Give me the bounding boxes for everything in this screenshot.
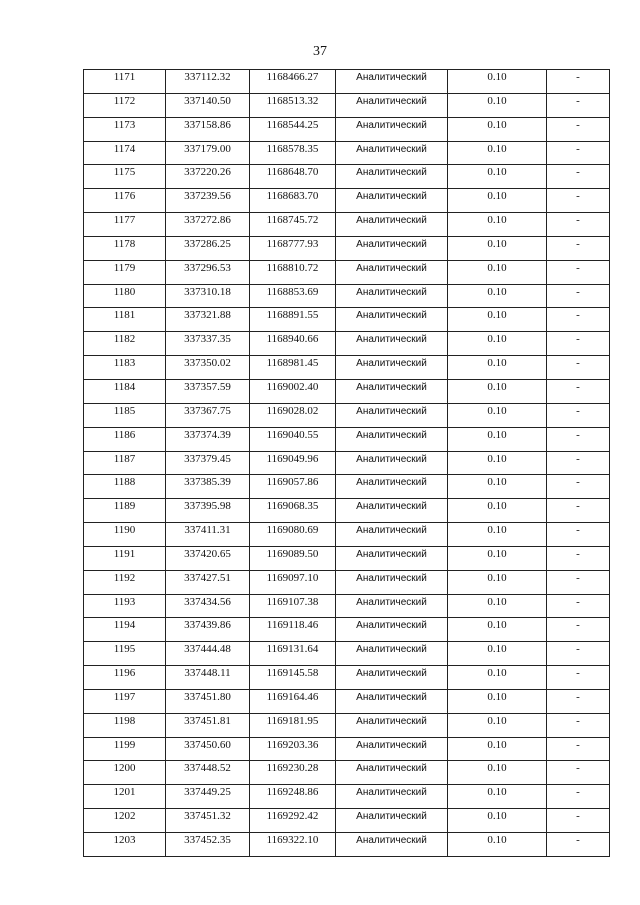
table-row <box>84 737 610 761</box>
accuracy-cell: 0.10 <box>448 713 547 737</box>
y-coordinate-cell: 1168745.72 <box>250 213 336 237</box>
method-cell: Аналитический <box>336 165 448 189</box>
point-number-cell: 1174 <box>84 141 166 165</box>
method-cell: Аналитический <box>336 570 448 594</box>
table-row <box>84 117 610 141</box>
note-cell: - <box>547 379 610 403</box>
point-number-cell: 1182 <box>84 332 166 356</box>
y-coordinate-cell: 1168981.45 <box>250 356 336 380</box>
method-cell: Аналитический <box>336 117 448 141</box>
method-cell: Аналитический <box>336 737 448 761</box>
accuracy-cell: 0.10 <box>448 546 547 570</box>
y-coordinate-cell: 1169107.38 <box>250 594 336 618</box>
table-row <box>84 260 610 284</box>
note-cell: - <box>547 785 610 809</box>
method-cell: Аналитический <box>336 379 448 403</box>
x-coordinate-cell: 337451.32 <box>166 809 250 833</box>
y-coordinate-cell: 1168648.70 <box>250 165 336 189</box>
point-number-cell: 1180 <box>84 284 166 308</box>
point-number-cell: 1191 <box>84 546 166 570</box>
x-coordinate-cell: 337449.25 <box>166 785 250 809</box>
y-coordinate-cell: 1169089.50 <box>250 546 336 570</box>
note-cell: - <box>547 618 610 642</box>
note-cell: - <box>547 332 610 356</box>
note-cell: - <box>547 165 610 189</box>
x-coordinate-cell: 337239.56 <box>166 189 250 213</box>
note-cell: - <box>547 737 610 761</box>
point-number-cell: 1193 <box>84 594 166 618</box>
point-number-cell: 1184 <box>84 379 166 403</box>
point-number-cell: 1187 <box>84 451 166 475</box>
point-number-cell: 1185 <box>84 403 166 427</box>
x-coordinate-cell: 337427.51 <box>166 570 250 594</box>
y-coordinate-cell: 1169248.86 <box>250 785 336 809</box>
accuracy-cell: 0.10 <box>448 403 547 427</box>
accuracy-cell: 0.10 <box>448 165 547 189</box>
accuracy-cell: 0.10 <box>448 189 547 213</box>
method-cell: Аналитический <box>336 332 448 356</box>
method-cell: Аналитический <box>336 284 448 308</box>
method-cell: Аналитический <box>336 93 448 117</box>
method-cell: Аналитический <box>336 427 448 451</box>
table-row <box>84 833 610 857</box>
note-cell: - <box>547 689 610 713</box>
y-coordinate-cell: 1169164.46 <box>250 689 336 713</box>
y-coordinate-cell: 1168853.69 <box>250 284 336 308</box>
note-cell: - <box>547 189 610 213</box>
accuracy-cell: 0.10 <box>448 523 547 547</box>
table-row <box>84 70 610 94</box>
y-coordinate-cell: 1169292.42 <box>250 809 336 833</box>
x-coordinate-cell: 337112.32 <box>166 70 250 94</box>
accuracy-cell: 0.10 <box>448 761 547 785</box>
point-number-cell: 1177 <box>84 213 166 237</box>
table-row <box>84 809 610 833</box>
x-coordinate-cell: 337350.02 <box>166 356 250 380</box>
x-coordinate-cell: 337385.39 <box>166 475 250 499</box>
note-cell: - <box>547 403 610 427</box>
accuracy-cell: 0.10 <box>448 332 547 356</box>
point-number-cell: 1199 <box>84 737 166 761</box>
point-number-cell: 1190 <box>84 523 166 547</box>
table-row <box>84 403 610 427</box>
x-coordinate-cell: 337310.18 <box>166 284 250 308</box>
y-coordinate-cell: 1168683.70 <box>250 189 336 213</box>
table-row <box>84 189 610 213</box>
y-coordinate-cell: 1169181.95 <box>250 713 336 737</box>
note-cell: - <box>547 570 610 594</box>
accuracy-cell: 0.10 <box>448 236 547 260</box>
y-coordinate-cell: 1168940.66 <box>250 332 336 356</box>
x-coordinate-cell: 337286.25 <box>166 236 250 260</box>
table-row <box>84 642 610 666</box>
x-coordinate-cell: 337140.50 <box>166 93 250 117</box>
x-coordinate-cell: 337420.65 <box>166 546 250 570</box>
accuracy-cell: 0.10 <box>448 594 547 618</box>
x-coordinate-cell: 337179.00 <box>166 141 250 165</box>
x-coordinate-cell: 337444.48 <box>166 642 250 666</box>
x-coordinate-cell: 337367.75 <box>166 403 250 427</box>
table-row <box>84 499 610 523</box>
point-number-cell: 1192 <box>84 570 166 594</box>
method-cell: Аналитический <box>336 785 448 809</box>
method-cell: Аналитический <box>336 451 448 475</box>
point-number-cell: 1197 <box>84 689 166 713</box>
method-cell: Аналитический <box>336 666 448 690</box>
accuracy-cell: 0.10 <box>448 833 547 857</box>
method-cell: Аналитический <box>336 809 448 833</box>
method-cell: Аналитический <box>336 236 448 260</box>
accuracy-cell: 0.10 <box>448 475 547 499</box>
point-number-cell: 1178 <box>84 236 166 260</box>
table-row <box>84 475 610 499</box>
method-cell: Аналитический <box>336 546 448 570</box>
point-number-cell: 1203 <box>84 833 166 857</box>
table-row <box>84 379 610 403</box>
point-number-cell: 1183 <box>84 356 166 380</box>
method-cell: Аналитический <box>336 618 448 642</box>
note-cell: - <box>547 809 610 833</box>
y-coordinate-cell: 1168578.35 <box>250 141 336 165</box>
note-cell: - <box>547 284 610 308</box>
table-row <box>84 785 610 809</box>
point-number-cell: 1176 <box>84 189 166 213</box>
note-cell: - <box>547 356 610 380</box>
method-cell: Аналитический <box>336 260 448 284</box>
table-row <box>84 523 610 547</box>
accuracy-cell: 0.10 <box>448 284 547 308</box>
y-coordinate-cell: 1169068.35 <box>250 499 336 523</box>
x-coordinate-cell: 337220.26 <box>166 165 250 189</box>
accuracy-cell: 0.10 <box>448 785 547 809</box>
table-row <box>84 213 610 237</box>
note-cell: - <box>547 70 610 94</box>
x-coordinate-cell: 337448.52 <box>166 761 250 785</box>
x-coordinate-cell: 337337.35 <box>166 332 250 356</box>
method-cell: Аналитический <box>336 141 448 165</box>
note-cell: - <box>547 546 610 570</box>
method-cell: Аналитический <box>336 189 448 213</box>
y-coordinate-cell: 1168513.32 <box>250 93 336 117</box>
table-row <box>84 356 610 380</box>
y-coordinate-cell: 1169131.64 <box>250 642 336 666</box>
coordinates-table-body <box>84 70 610 857</box>
point-number-cell: 1195 <box>84 642 166 666</box>
y-coordinate-cell: 1169080.69 <box>250 523 336 547</box>
point-number-cell: 1198 <box>84 713 166 737</box>
table-row <box>84 427 610 451</box>
accuracy-cell: 0.10 <box>448 93 547 117</box>
table-row <box>84 713 610 737</box>
note-cell: - <box>547 451 610 475</box>
accuracy-cell: 0.10 <box>448 666 547 690</box>
method-cell: Аналитический <box>336 308 448 332</box>
table-row <box>84 165 610 189</box>
point-number-cell: 1173 <box>84 117 166 141</box>
accuracy-cell: 0.10 <box>448 737 547 761</box>
note-cell: - <box>547 93 610 117</box>
point-number-cell: 1201 <box>84 785 166 809</box>
y-coordinate-cell: 1168810.72 <box>250 260 336 284</box>
point-number-cell: 1181 <box>84 308 166 332</box>
page-number: 37 <box>313 44 327 59</box>
y-coordinate-cell: 1169040.55 <box>250 427 336 451</box>
note-cell: - <box>547 594 610 618</box>
point-number-cell: 1189 <box>84 499 166 523</box>
x-coordinate-cell: 337451.80 <box>166 689 250 713</box>
x-coordinate-cell: 337395.98 <box>166 499 250 523</box>
note-cell: - <box>547 761 610 785</box>
x-coordinate-cell: 337321.88 <box>166 308 250 332</box>
accuracy-cell: 0.10 <box>448 308 547 332</box>
accuracy-cell: 0.10 <box>448 70 547 94</box>
y-coordinate-cell: 1168544.25 <box>250 117 336 141</box>
accuracy-cell: 0.10 <box>448 689 547 713</box>
method-cell: Аналитический <box>336 499 448 523</box>
method-cell: Аналитический <box>336 356 448 380</box>
note-cell: - <box>547 642 610 666</box>
accuracy-cell: 0.10 <box>448 642 547 666</box>
y-coordinate-cell: 1169230.28 <box>250 761 336 785</box>
x-coordinate-cell: 337448.11 <box>166 666 250 690</box>
method-cell: Аналитический <box>336 475 448 499</box>
x-coordinate-cell: 337439.86 <box>166 618 250 642</box>
method-cell: Аналитический <box>336 70 448 94</box>
accuracy-cell: 0.10 <box>448 356 547 380</box>
point-number-cell: 1194 <box>84 618 166 642</box>
point-number-cell: 1200 <box>84 761 166 785</box>
accuracy-cell: 0.10 <box>448 260 547 284</box>
point-number-cell: 1202 <box>84 809 166 833</box>
y-coordinate-cell: 1168891.55 <box>250 308 336 332</box>
table-row <box>84 594 610 618</box>
note-cell: - <box>547 475 610 499</box>
note-cell: - <box>547 833 610 857</box>
note-cell: - <box>547 427 610 451</box>
table-row <box>84 666 610 690</box>
y-coordinate-cell: 1169118.46 <box>250 618 336 642</box>
y-coordinate-cell: 1169145.58 <box>250 666 336 690</box>
table-row <box>84 546 610 570</box>
x-coordinate-cell: 337452.35 <box>166 833 250 857</box>
method-cell: Аналитический <box>336 213 448 237</box>
table-row <box>84 284 610 308</box>
table-row <box>84 332 610 356</box>
point-number-cell: 1175 <box>84 165 166 189</box>
accuracy-cell: 0.10 <box>448 618 547 642</box>
point-number-cell: 1188 <box>84 475 166 499</box>
x-coordinate-cell: 337411.31 <box>166 523 250 547</box>
method-cell: Аналитический <box>336 833 448 857</box>
point-number-cell: 1179 <box>84 260 166 284</box>
x-coordinate-cell: 337451.81 <box>166 713 250 737</box>
table-row <box>84 618 610 642</box>
table-row <box>84 236 610 260</box>
table-row <box>84 93 610 117</box>
method-cell: Аналитический <box>336 594 448 618</box>
y-coordinate-cell: 1169322.10 <box>250 833 336 857</box>
x-coordinate-cell: 337357.59 <box>166 379 250 403</box>
y-coordinate-cell: 1169028.02 <box>250 403 336 427</box>
table-row <box>84 451 610 475</box>
table-row <box>84 141 610 165</box>
point-number-cell: 1171 <box>84 70 166 94</box>
note-cell: - <box>547 213 610 237</box>
y-coordinate-cell: 1168466.27 <box>250 70 336 94</box>
note-cell: - <box>547 260 610 284</box>
point-number-cell: 1186 <box>84 427 166 451</box>
x-coordinate-cell: 337450.60 <box>166 737 250 761</box>
x-coordinate-cell: 337379.45 <box>166 451 250 475</box>
table-row <box>84 570 610 594</box>
note-cell: - <box>547 499 610 523</box>
y-coordinate-cell: 1169097.10 <box>250 570 336 594</box>
accuracy-cell: 0.10 <box>448 213 547 237</box>
accuracy-cell: 0.10 <box>448 451 547 475</box>
y-coordinate-cell: 1169002.40 <box>250 379 336 403</box>
note-cell: - <box>547 713 610 737</box>
note-cell: - <box>547 141 610 165</box>
table-row <box>84 308 610 332</box>
note-cell: - <box>547 308 610 332</box>
accuracy-cell: 0.10 <box>448 141 547 165</box>
accuracy-cell: 0.10 <box>448 809 547 833</box>
table-row <box>84 689 610 713</box>
point-number-cell: 1172 <box>84 93 166 117</box>
method-cell: Аналитический <box>336 403 448 427</box>
note-cell: - <box>547 236 610 260</box>
note-cell: - <box>547 666 610 690</box>
method-cell: Аналитический <box>336 713 448 737</box>
accuracy-cell: 0.10 <box>448 117 547 141</box>
accuracy-cell: 0.10 <box>448 570 547 594</box>
x-coordinate-cell: 337158.86 <box>166 117 250 141</box>
table-row <box>84 761 610 785</box>
x-coordinate-cell: 337272.86 <box>166 213 250 237</box>
point-number-cell: 1196 <box>84 666 166 690</box>
y-coordinate-cell: 1168777.93 <box>250 236 336 260</box>
method-cell: Аналитический <box>336 523 448 547</box>
x-coordinate-cell: 337434.56 <box>166 594 250 618</box>
y-coordinate-cell: 1169049.96 <box>250 451 336 475</box>
x-coordinate-cell: 337374.39 <box>166 427 250 451</box>
y-coordinate-cell: 1169203.36 <box>250 737 336 761</box>
note-cell: - <box>547 117 610 141</box>
x-coordinate-cell: 337296.53 <box>166 260 250 284</box>
note-cell: - <box>547 523 610 547</box>
accuracy-cell: 0.10 <box>448 379 547 403</box>
method-cell: Аналитический <box>336 761 448 785</box>
accuracy-cell: 0.10 <box>448 499 547 523</box>
accuracy-cell: 0.10 <box>448 427 547 451</box>
method-cell: Аналитический <box>336 689 448 713</box>
coordinates-table <box>83 69 610 857</box>
y-coordinate-cell: 1169057.86 <box>250 475 336 499</box>
method-cell: Аналитический <box>336 642 448 666</box>
